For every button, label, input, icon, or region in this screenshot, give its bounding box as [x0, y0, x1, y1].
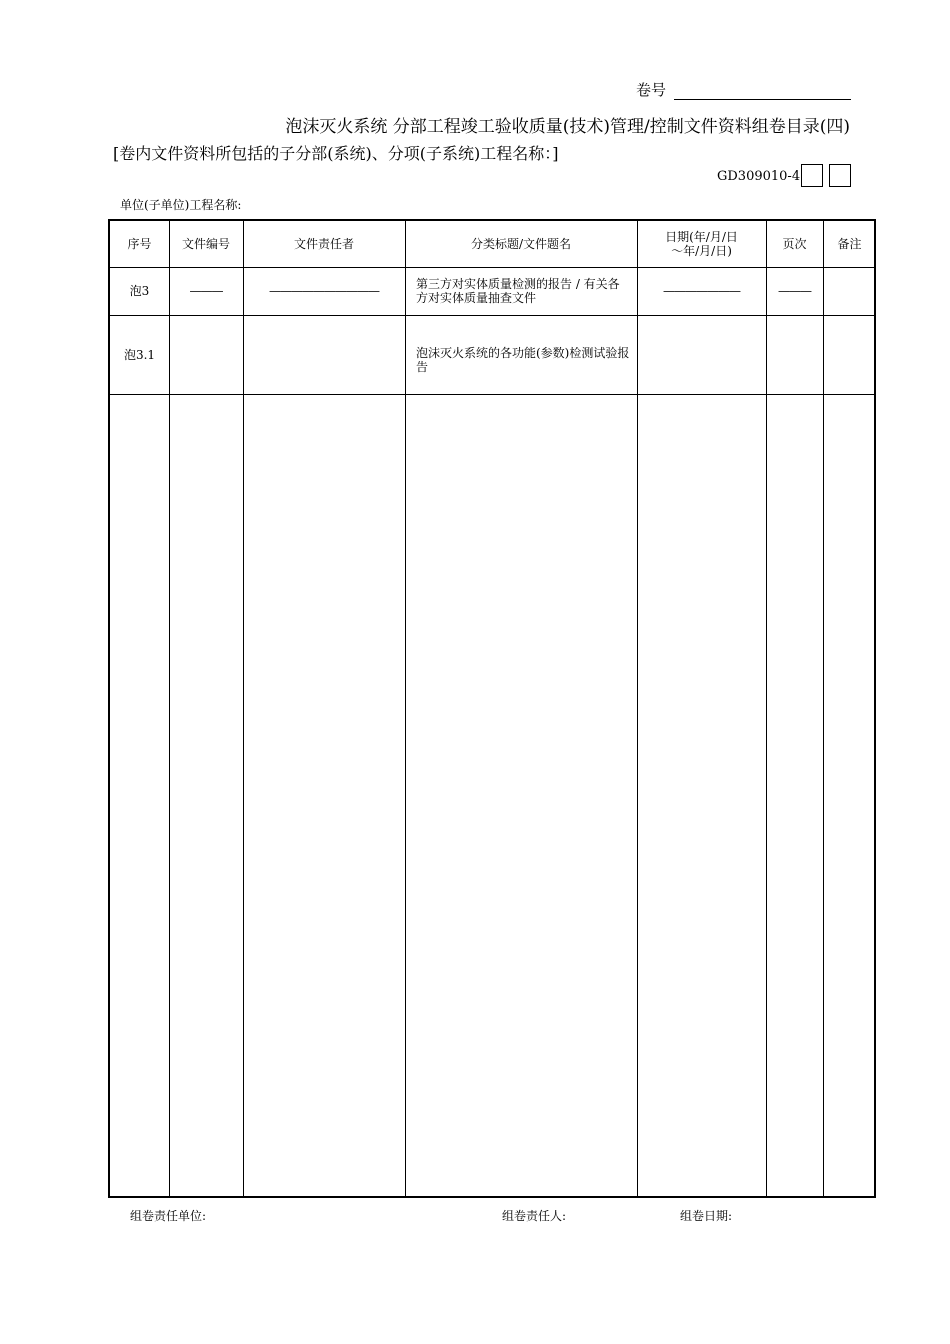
header-doc-no: 文件编号: [181, 237, 230, 251]
row1-doc-no: ———: [189, 284, 223, 298]
page-subtitle: [卷内文件资料所包括的子分部(系统)、分项(子系统)工程名称：]: [113, 144, 559, 163]
footer-person-label: 组卷责任人:: [502, 1209, 567, 1223]
unit-project-name-label: 单位(子单位)工程名称:: [120, 198, 242, 212]
header-seq: 序号: [127, 237, 152, 251]
row2-responsible: [243, 315, 405, 394]
row2-date: [637, 315, 766, 394]
catalog-table: [108, 219, 876, 1198]
header-date-line-2: ～年/月/日): [671, 244, 732, 258]
row1-pages: ———: [778, 284, 811, 298]
form-code-box-2[interactable]: [829, 164, 851, 187]
header-date-line-1: 日期(年/月/日: [665, 230, 738, 244]
header-responsible: 文件责任者: [293, 237, 354, 251]
volume-number-label: 卷号: [636, 81, 667, 99]
header-date: [637, 221, 766, 267]
row2-title: 泡沫灭火系统的各功能(参数)检测试验报告: [416, 346, 630, 374]
row2-remark: [823, 315, 876, 394]
header-pages: 页次: [782, 237, 807, 251]
header-title: 分类标题/文件题名: [470, 237, 572, 251]
row1-seq: 泡3: [129, 284, 150, 298]
form-code-box-1[interactable]: [801, 164, 823, 187]
row2-doc-no: [169, 315, 243, 394]
footer-unit-label: 组卷责任单位:: [130, 1209, 207, 1223]
row1-title: 第三方对实体质量检测的报告 / 有关各方对实体质量抽查文件: [416, 277, 620, 305]
volume-number-field[interactable]: [674, 99, 851, 100]
header-remark: 备注: [837, 237, 862, 251]
row2-pages: [766, 315, 823, 394]
page-title: 泡沫灭火系统 分部工程竣工验收质量(技术)管理/控制文件资料组卷目录(四): [285, 117, 850, 137]
row1-responsible: ——————————: [269, 284, 379, 298]
row1-remark: [823, 267, 876, 315]
row1-date: ———————: [663, 284, 740, 298]
row-divider: [110, 394, 874, 395]
row2-seq: 泡3.1: [123, 347, 156, 362]
footer-date-label: 组卷日期:: [680, 1209, 733, 1223]
form-code: GD309010-4: [717, 169, 801, 184]
